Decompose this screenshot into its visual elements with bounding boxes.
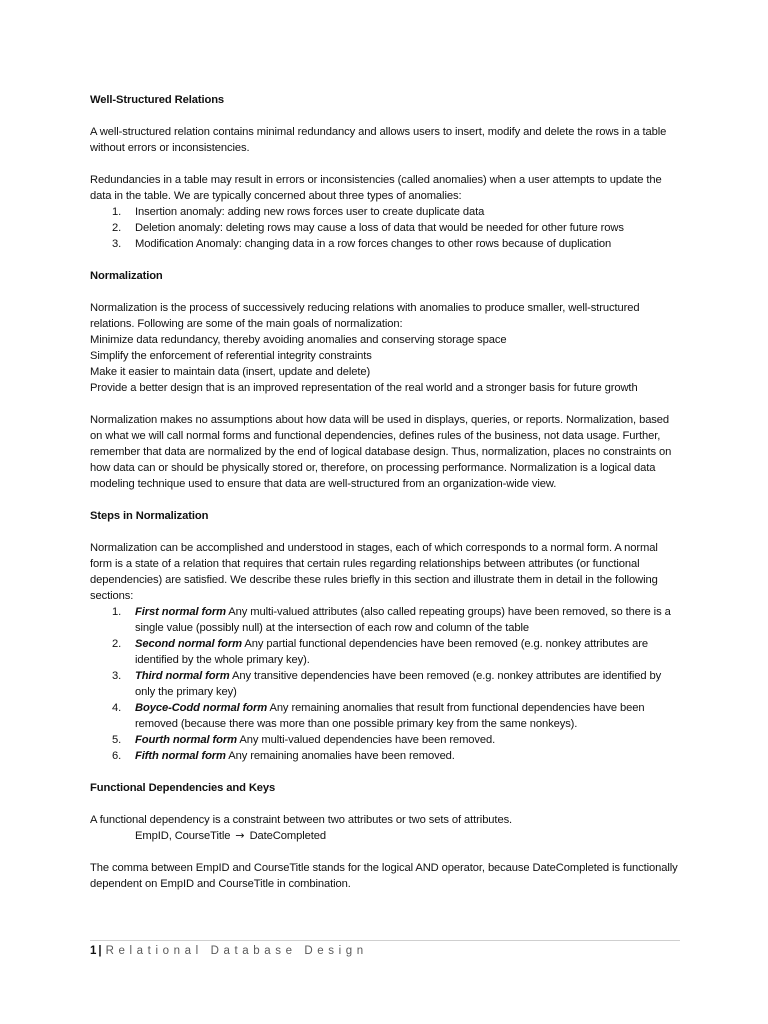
list-item <box>90 732 682 748</box>
list-item-text: Any multi-valued attributes (also called repeating groups) have been removed, so there is a single value (possibly null) at the intersection of each row and column of the table <box>135 606 671 634</box>
paragraph: Normalization can be accomplished and understood in stages, each of which corresponds to a normal form. A normal form is a state of a relation that requires that certain rules regarding relationships between attributes (or functional dependencies) are satisfied. We describe these rules briefly in this section and illustrate them in detail in the following sections: <box>90 542 658 602</box>
goal-line: Provide a better design that is an improved representation of the real world and a stronger basis for future growth <box>90 382 638 394</box>
list-item-text: Any partial functional dependencies have been removed (e.g. nonkey attributes are identified by the whole primary key). <box>135 638 648 666</box>
fd-dependent: DateCompleted <box>249 830 326 842</box>
list-item-text: Insertion anomaly: adding new rows forces user to create duplicate data <box>135 206 485 218</box>
footer-separator: | <box>98 945 102 957</box>
heading-normalization: Normalization <box>90 270 163 282</box>
list-number: 2. <box>112 222 122 234</box>
normal-form-term: First normal form <box>135 606 226 618</box>
paragraph: Normalization makes no assumptions about how data will be used in displays, queries, or reports. Normalization, based on what we will call normal forms and functional dependencies, defines rules of the business, not data usage. Further, remember that data are normalized by the end of logical database design. Thus, normalization, places no constraints on how data can or should be physically stored or, therefore, on processing performance. Normalization is a logical data modeling technique used to ensure that data are well-structured from an organization-wide view. <box>90 414 672 490</box>
paragraph: Redundancies in a table may result in errors or inconsistencies (called anomalies) when a user attempts to update the data in the table. We are typically concerned about three types of anomalies: <box>90 174 662 202</box>
list-item-text: Any remaining anomalies have been removed. <box>225 750 455 762</box>
normal-form-term: Second normal form <box>135 638 242 650</box>
list-number: 4. <box>112 702 122 714</box>
list-item-text: Modification Anomaly: changing data in a row forces changes to other rows because of duplication <box>135 238 612 250</box>
list-item <box>90 636 682 668</box>
list-number: 2. <box>112 638 122 650</box>
footer-divider <box>90 940 680 941</box>
list-item-text: Any remaining anomalies that result from functional dependencies have been removed (because there was more than one possible primary key from the same nonkeys). <box>135 702 645 730</box>
normal-form-term: Fifth normal form <box>135 750 226 762</box>
heading-steps-in-normalization: Steps in Normalization <box>90 510 209 522</box>
list-item <box>90 204 682 220</box>
list-number: 3. <box>112 670 122 682</box>
list-item <box>90 236 682 252</box>
goal-line: Simplify the enforcement of referential integrity constraints <box>90 350 372 362</box>
paragraph: Normalization is the process of successively reducing relations with anomalies to produce smaller, well-structured relations. Following are some of the main goals of normalization: <box>90 302 640 330</box>
fd-determinant: EmpID, CourseTitle <box>135 830 231 842</box>
heading-well-structured-relations: Well-Structured Relations <box>90 94 225 106</box>
paragraph: A functional dependency is a constraint between two attributes or two sets of attributes. <box>90 814 513 826</box>
page-footer <box>90 940 680 959</box>
list-item <box>90 748 682 764</box>
list-number: 6. <box>112 750 122 762</box>
list-number: 1. <box>112 206 122 218</box>
list-item-text: Any multi-valued dependencies have been removed. <box>237 734 496 746</box>
list-item-text: Deletion anomaly: deleting rows may cause a loss of data that would be needed for other future rows <box>135 222 624 234</box>
list-item <box>90 668 682 700</box>
normal-forms-list <box>90 604 682 764</box>
heading-functional-dependencies: Functional Dependencies and Keys <box>90 782 276 794</box>
paragraph: The comma between EmpID and CourseTitle stands for the logical AND operator, because DateCompleted is functionally dependent on EmpID and CourseTitle in combination. <box>90 862 678 890</box>
normal-form-term: Boyce-Codd normal form <box>135 702 268 714</box>
page-content <box>90 92 682 892</box>
list-number: 5. <box>112 734 122 746</box>
goal-line: Minimize data redundancy, thereby avoiding anomalies and conserving storage space <box>90 334 507 346</box>
normal-form-term: Fourth normal form <box>135 734 237 746</box>
page-number: 1 <box>90 945 97 957</box>
list-number: 3. <box>112 238 122 250</box>
anomalies-list <box>90 204 682 252</box>
goal-line: Make it easier to maintain data (insert, update and delete) <box>90 366 371 378</box>
fd-example <box>90 828 682 844</box>
list-item-text: Any transitive dependencies have been removed (e.g. nonkey attributes are identified by only the primary key) <box>135 670 662 698</box>
paragraph: A well-structured relation contains minimal redundancy and allows users to insert, modify and delete the rows in a table without errors or inconsistencies. <box>90 126 667 154</box>
list-item <box>90 700 682 732</box>
right-arrow-icon: → <box>235 829 245 842</box>
list-item <box>90 220 682 236</box>
running-title: Relational Database Design <box>105 945 368 957</box>
list-number: 1. <box>112 606 122 618</box>
normal-form-term: Third normal form <box>135 670 230 682</box>
list-item <box>90 604 682 636</box>
